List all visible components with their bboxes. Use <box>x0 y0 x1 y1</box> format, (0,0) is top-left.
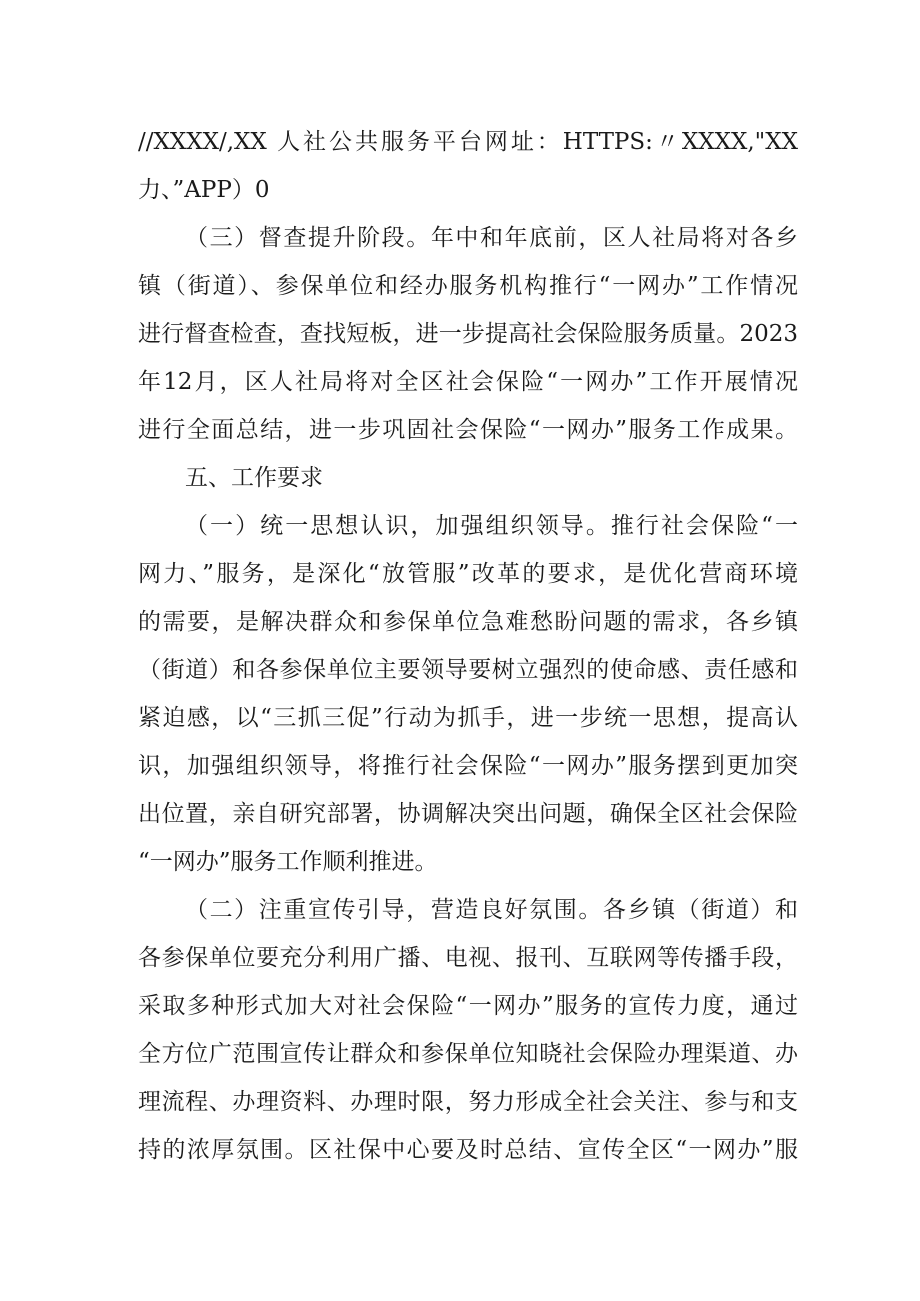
text-line: 年12月，区人社局将对全区社会保险“一网办”工作开展情况 <box>138 369 798 395</box>
text-line: “一网办”服务工作顺利推进。 <box>138 849 438 875</box>
text-line: 识，加强组织领导，将推行社会保险“一网办”服务摆到更加突 <box>138 753 798 779</box>
text-line: 网力、”服务，是深化“放管服”改革的要求，是优化营商环境 <box>138 561 798 587</box>
text-line: 进行督查检查，查找短板，进一步提高社会保险服务质量。2023 <box>138 321 798 347</box>
text-line: 紧迫感，以“三抓三促”行动为抓手，进一步统一思想，提高认 <box>138 705 798 731</box>
text-line: 全方位广范围宣传让群众和参保单位知晓社会保险办理渠道、办 <box>138 1041 798 1067</box>
text-line: //XXXX/,XX 人社公共服务平台网址：HTTPS:〃XXXX,"XX <box>138 129 798 155</box>
text-line: 理流程、办理资料、办理时限，努力形成全社会关注、参与和支 <box>138 1089 798 1115</box>
section-heading: 五、工作要求 <box>185 465 323 491</box>
text-line: 进行全面总结，进一步巩固社会保险“一网办”服务工作成果。 <box>138 417 798 443</box>
text-line: 出位置，亲自研究部署，协调解决突出问题，确保全区社会保险 <box>138 801 798 827</box>
text-line: （街道）和各参保单位主要领导要树立强烈的使命感、责任感和 <box>138 657 798 683</box>
paragraph-heading: （二）注重宣传引导，营造良好氛围。各乡镇（街道）和 <box>185 897 798 923</box>
text-line: 镇（街道）、参保单位和经办服务机构推行“一网办”工作情况 <box>138 273 798 299</box>
text-line: 各参保单位要充分利用广播、电视、报刊、互联网等传播手段， <box>138 945 798 971</box>
text-line: 的需要，是解决群众和参保单位急难愁盼问题的需求，各乡镇 <box>138 609 798 635</box>
text-line: 力、”APP）0 <box>138 177 270 203</box>
text-line: 采取多种形式加大对社会保险“一网办”服务的宣传力度，通过 <box>138 993 798 1019</box>
text-line: 持的浓厚氛围。区社保中心要及时总结、宣传全区“一网办”服 <box>138 1137 798 1163</box>
paragraph-heading: （三）督查提升阶段。年中和年底前，区人社局将对各乡 <box>185 225 798 251</box>
paragraph-heading: （一）统一思想认识，加强组织领导。推行社会保险“一 <box>185 513 798 539</box>
